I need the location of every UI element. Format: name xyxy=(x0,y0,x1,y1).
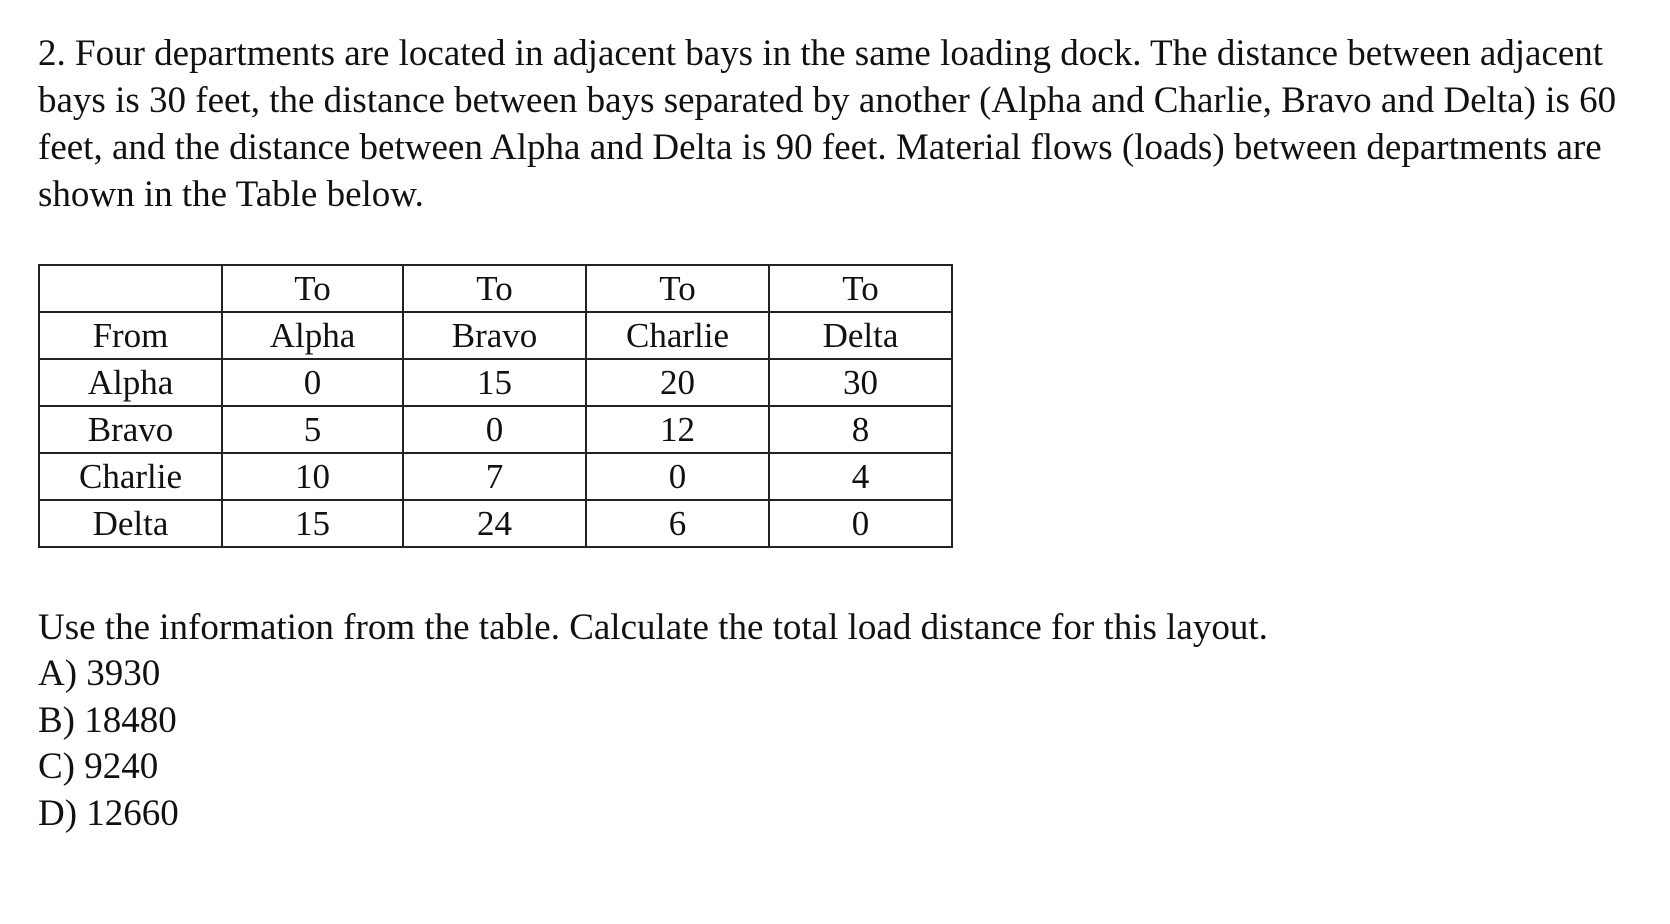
answer-option-c: C) 9240 xyxy=(38,746,159,787)
answer-option-d: D) 12660 xyxy=(38,792,179,834)
table-cell: 15 xyxy=(222,500,403,547)
table-cell: 20 xyxy=(586,359,769,406)
table-cell: 30 xyxy=(769,359,952,406)
table-header-cell: Charlie xyxy=(586,312,769,359)
instruction-text: Use the information from the table. Calculate the total load distance for this layout. xyxy=(38,607,1268,648)
table-cell: 0 xyxy=(769,500,952,547)
question-text: 2. Four departments are located in adjacent bays in the same loading dock. The distance between adjacent bays is 30 feet, the distance between bays separated by another (Alpha and Charlie, Bravo and Delta) is 60 feet, and the distance between Alpha and Delta is 90 feet. Material flows (loads) between departments are shown in the Table below. xyxy=(38,33,1617,215)
answer-options xyxy=(38,651,179,837)
load-flow-table xyxy=(38,264,953,548)
table-row xyxy=(39,406,952,453)
table-header-cell: From xyxy=(39,312,222,359)
table-row-label: Delta xyxy=(39,500,222,547)
table-cell: 7 xyxy=(403,453,586,500)
answer-option-b: B) 18480 xyxy=(38,699,177,741)
table-header-row xyxy=(39,265,952,312)
table-header-cell: To xyxy=(586,265,769,312)
table-header-cell: Bravo xyxy=(403,312,586,359)
table-row-label: Alpha xyxy=(39,359,222,406)
table-cell: 15 xyxy=(403,359,586,406)
table-cell: 12 xyxy=(586,406,769,453)
table-row-label: Bravo xyxy=(39,406,222,453)
table-header-cell: To xyxy=(769,265,952,312)
table-cell: 6 xyxy=(586,500,769,547)
table-header-cell xyxy=(39,265,222,312)
table-row xyxy=(39,359,952,406)
table-cell: 4 xyxy=(769,453,952,500)
table-header-cell: Alpha xyxy=(222,312,403,359)
table-cell: 0 xyxy=(586,453,769,500)
table-row xyxy=(39,453,952,500)
table-cell: 24 xyxy=(403,500,586,547)
table-cell: 0 xyxy=(403,406,586,453)
table-header-row xyxy=(39,312,952,359)
table-header-cell: To xyxy=(403,265,586,312)
table-cell: 10 xyxy=(222,453,403,500)
table-cell: 8 xyxy=(769,406,952,453)
table-row xyxy=(39,500,952,547)
table-cell: 5 xyxy=(222,406,403,453)
table-header-cell: Delta xyxy=(769,312,952,359)
answer-option-a: A) 3930 xyxy=(38,653,161,694)
table-row-label: Charlie xyxy=(39,453,222,500)
table-cell: 0 xyxy=(222,359,403,406)
table-header-cell: To xyxy=(222,265,403,312)
